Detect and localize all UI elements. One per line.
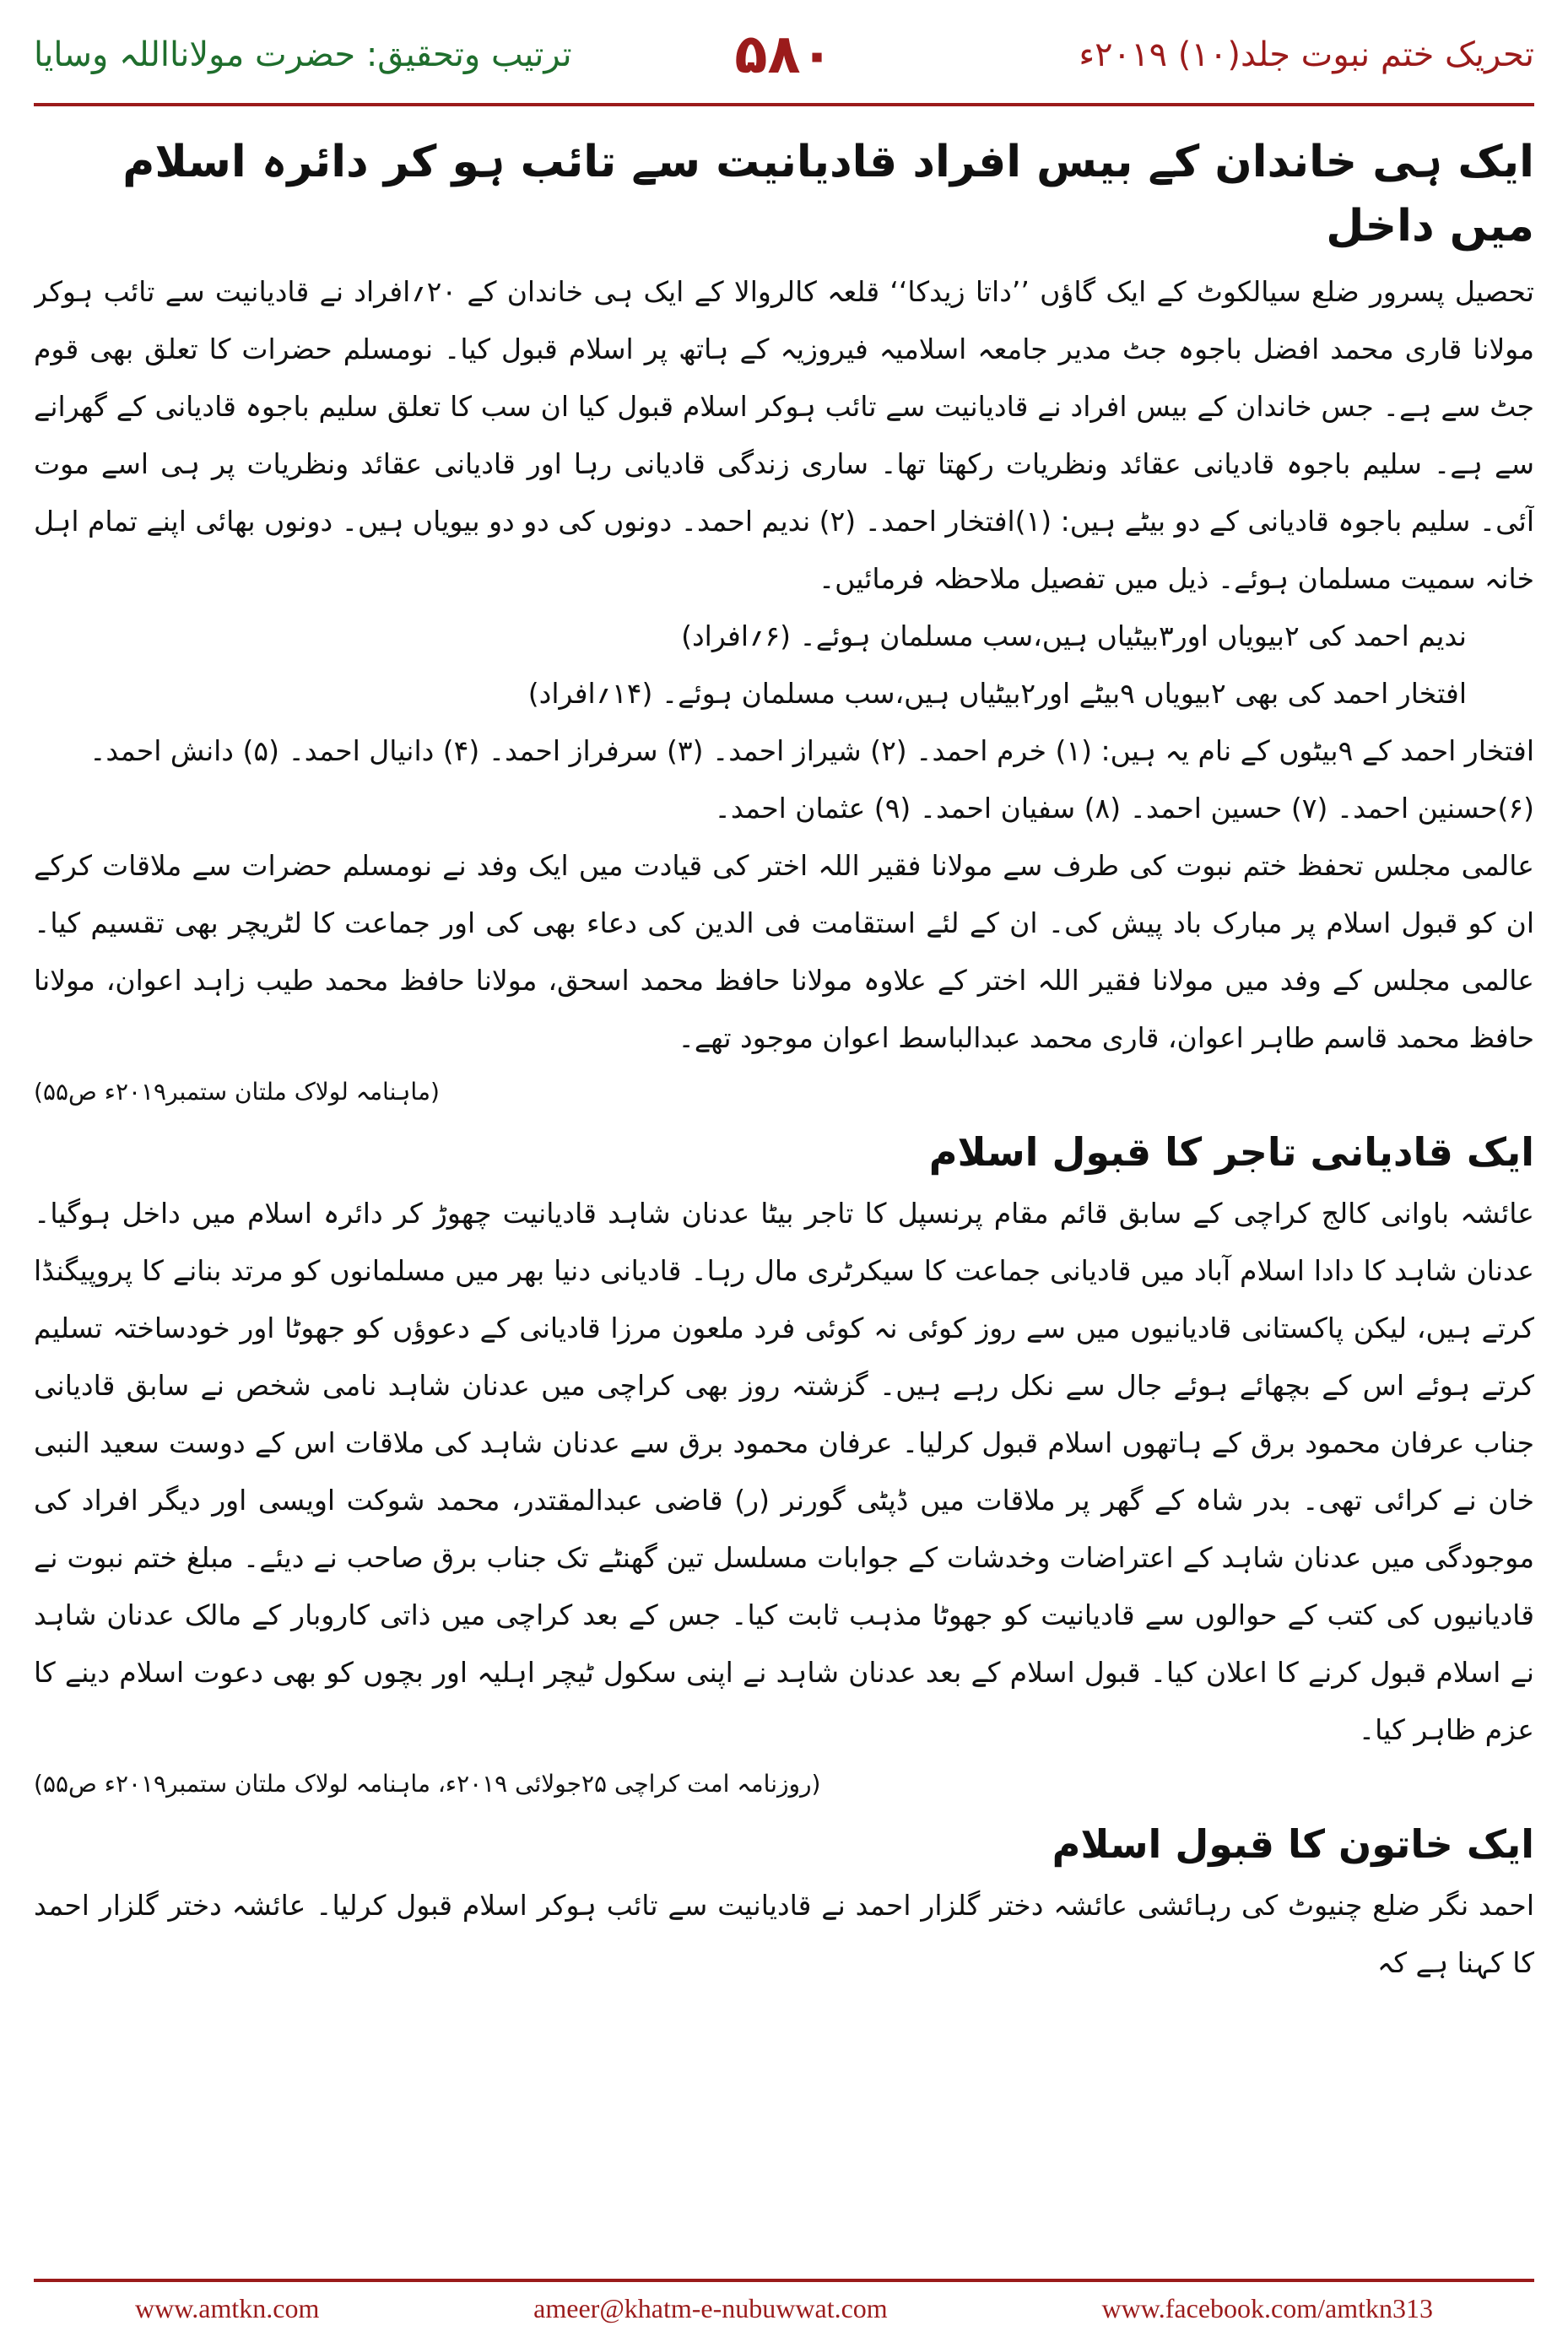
footer-facebook-link[interactable]: www.facebook.com/amtkn313: [1101, 2292, 1433, 2323]
section2-paragraph: عائشہ باوانی کالج کراچی کے سابق قائم مقام پرنسپل کا تاجر بیٹا عدنان شاہد قادیانیت چھوڑ کر دائرہ اسلام میں داخل ہوگیا۔ عدنان شاہد کا دادا اسلام آباد میں قادیانی جماعت کا سیکرٹری مال رہا۔ قادیانی دنیا بھر میں مسلمانوں کو مرتد بنانے کا پروپیگنڈا کرتے ہیں، لیکن پاکستانی قادیانیوں میں سے روز کوئی نہ کوئی فرد ملعون مرزا قادیانی کے دعوؤں کو جھوٹا اور خودساختہ تسلیم کرتے ہوئے اس کے بچھائے ہوئے جال سے نکل رہے ہیں۔ گزشتہ روز بھی کراچی میں عدنان شاہد نامی شخص نے سابق قادیانی جناب عرفان محمود برق کے ہاتھوں اسلام قبول کرلیا۔ عرفان محمود برق سے عدنان شاہد کی ملاقات اس کے دوست سعید النبی خان نے کرائی تھی۔ بدر شاہ کے گھر پر ملاقات میں ڈپٹی گورنر (ر) قاضی عبدالمقتدر، محمد شوکت اویسی اور دیگر افراد کی موجودگی میں عدنان شاہد کے اعتراضات وخدشات کے جوابات مسلسل تین گھنٹے تک جناب برق صاحب نے دیئے۔ مبلغ ختم نبوت نے قادیانیوں کی کتب کے حوالوں سے قادیانیت کو جھوٹا مذہب ثابت کیا۔ جس کے بعد کراچی میں ذاتی کاروبار کے مالک عدنان شاہد نے اسلام قبول کرنے کا اعلان کیا۔ قبول اسلام کے بعد عدنان شاہد نے اپنی سکول ٹیچر اہلیہ اور بچوں کو بھی دعوت اسلام دینے کا عزم ظاہر کیا۔: [34, 1197, 1534, 1746]
section1-list-item: (۶)حسنین احمد۔ (۷) حسین احمد۔ (۸) سفیان احمد۔ (۹) عثمان احمد۔: [714, 792, 1534, 825]
header-divider: [34, 103, 1534, 106]
page-number: ۵۸۰: [734, 24, 834, 86]
section1-list-item: افتخار احمد کی بھی ۲بیویاں ۹بیٹے اور۲بیٹیاں ہیں،سب مسلمان ہوئے۔ (۱۴؍افراد): [527, 677, 1467, 710]
section1-paragraph1: تحصیل پسرور ضلع سیالکوٹ کے ایک گاؤں ’’داتا زیدکا‘‘ قلعہ کالروالا کے ایک ہی خاندان کے ۲۰؍افراد نے قادیانیت سے تائب ہوکر مولانا قاری محمد افضل باجوہ جٹ مدیر جامعہ اسلامیہ فیروزیہ کے ہاتھ پر اسلام قبول کیا۔ نومسلم حضرات کا تعلق بھی قوم جٹ سے ہے۔ جس خاندان کے بیس افراد نے قادیانیت سے تائب ہوکر اسلام قبول کیا ان سب کا تعلق سلیم باجوہ قادیانی کے گھرانے سے ہے۔ سلیم باجوہ قادیانی عقائد ونظریات رکھتا تھا۔ ساری زندگی قادیانی رہا اور قادیانی عقائد ونظریات پر ہی اسے موت آئی۔ سلیم باجوہ قادیانی کے دو بیٹے ہیں: (۱)افتخار احمد۔ (۲) ندیم احمد۔ دونوں کی دو دو بیویاں ہیں۔ دونوں بھائی اپنے تمام اہل خانہ سمیت مسلمان ہوئے۔ ذیل میں تفصیل ملاحظہ فرمائیں۔: [34, 275, 1534, 595]
section1-list-item: افتخار احمد کے ۹بیٹوں کے نام یہ ہیں: (۱) خرم احمد۔ (۲) شیراز احمد۔ (۳) سرفراز احمد۔ (۴) دانیال احمد۔ (۵) دانش احمد۔: [89, 734, 1534, 767]
article-body: [34, 127, 1534, 2253]
section2-reference: (روزنامہ امت کراچی ۲۵جولائی ۲۰۱۹ء، ماہنامہ لولاک ملتان ستمبر۲۰۱۹ء ص۵۵): [34, 1770, 821, 1798]
section3-paragraph: احمد نگر ضلع چنیوٹ کی رہائشی عائشہ دختر گلزار احمد نے قادیانیت سے تائب ہوکر اسلام قبول کرلیا۔ عائشہ دختر گلزار احمد کا کہنا ہے کہ: [34, 1889, 1534, 1979]
section1-list-item: ندیم احمد کی ۲بیویاں اور۳بیٹیاں ہیں،سب مسلمان ہوئے۔ (۶؍افراد): [681, 619, 1467, 652]
section1-reference: (ماہنامہ لولاک ملتان ستمبر۲۰۱۹ء ص۵۵): [34, 1078, 440, 1106]
section2-heading: ایک قادیانی تاجر کا قبول اسلام: [928, 1129, 1534, 1175]
section3-heading: ایک خاتون کا قبول اسلام: [1052, 1821, 1534, 1867]
page-header: [34, 24, 1534, 100]
page-footer: [34, 2287, 1534, 2329]
section1-heading: ایک ہی خاندان کے بیس افراد قادیانیت سے تائب ہو کر دائرہ اسلام میں داخل: [122, 137, 1534, 252]
footer-divider: [34, 2279, 1534, 2282]
book-title: تحریک ختم نبوت جلد(۱۰) ۲۰۱۹ء: [1079, 35, 1534, 74]
compiler-credit: ترتیب وتحقیق: حضرت مولانااللہ وسایا: [34, 35, 572, 74]
footer-website-link[interactable]: www.amtkn.com: [135, 2292, 320, 2323]
section1-paragraph2: عالمی مجلس تحفظ ختم نبوت کی طرف سے مولانا فقیر اللہ اختر کی قیادت میں ایک وفد نے نومسلم حضرات سے ملاقات کرکے ان کو قبول اسلام پر مبارک باد پیش کی۔ ان کے لئے استقامت فی الدین کی دعاء بھی کی اور جماعت کا لٹریچر بھی تقسیم کیا۔ عالمی مجلس کے وفد میں مولانا فقیر اللہ اختر کے علاوہ مولانا حافظ محمد اسحق، مولانا حافظ محمد طیب زاہد اعوان، مولانا حافظ محمد قاسم طاہر اعوان، قاری محمد عبدالباسط اعوان موجود تھے۔: [34, 849, 1534, 1054]
footer-email-link[interactable]: ameer@khatm-e-nubuwwat.com: [533, 2292, 888, 2323]
